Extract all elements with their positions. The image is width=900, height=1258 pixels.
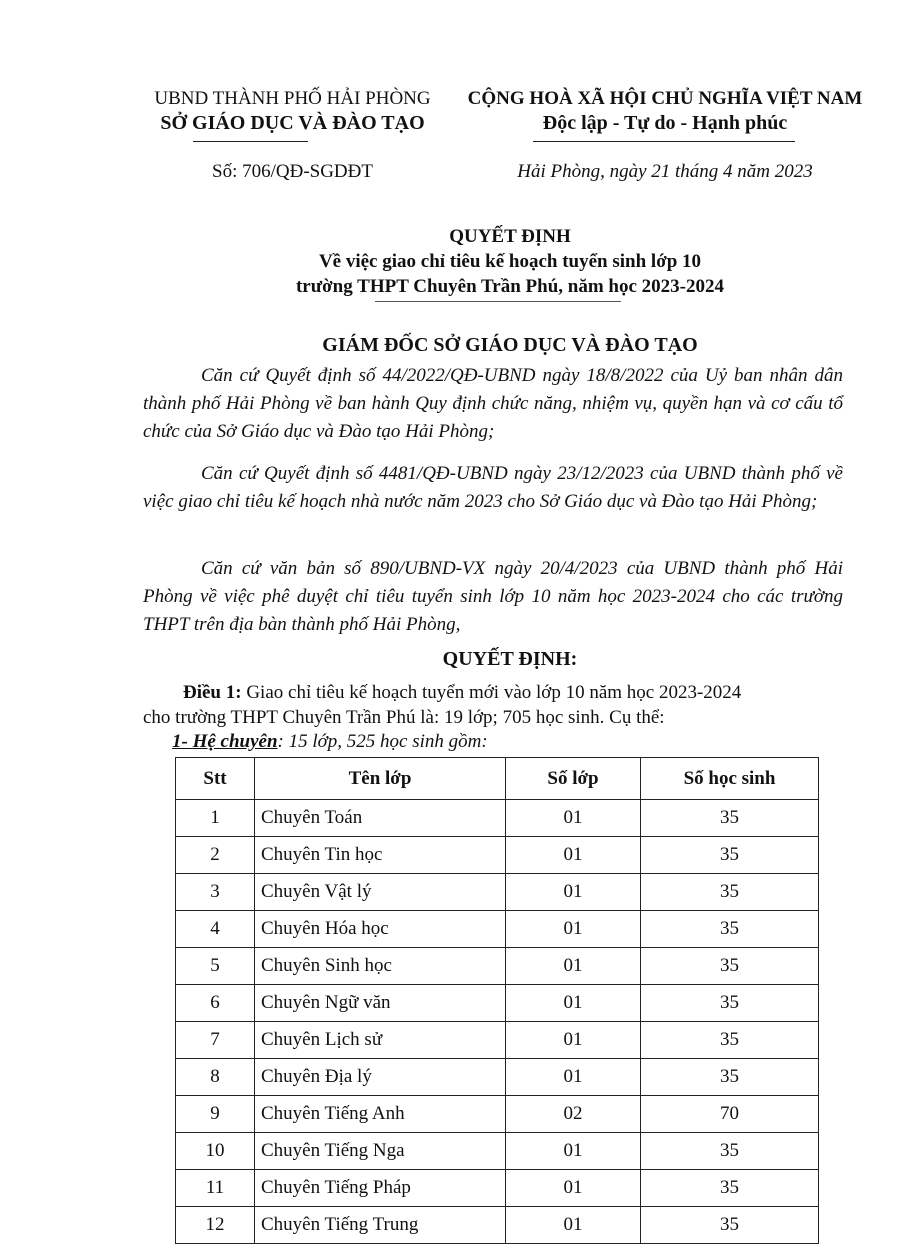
col-header: Số lớp <box>506 758 641 800</box>
class-count: 01 <box>506 985 641 1022</box>
section-label: 1- Hệ chuyên <box>172 731 278 752</box>
student-count: 35 <box>641 1170 819 1207</box>
class-count: 01 <box>506 948 641 985</box>
class-count: 01 <box>506 1133 641 1170</box>
class-count: 01 <box>506 874 641 911</box>
table-row <box>176 1170 819 1207</box>
legal-basis: Căn cứ văn bản số 890/UBND-VX ngày 20/4/2023 của UBND thành phố Hải Phòng về việc phê duyệt chỉ tiêu tuyển sinh lớp 10 năm học 2023-2024 cho các trường THPT trên địa bàn thành phố Hải Phòng, <box>143 558 843 635</box>
document-subtitle: trường THPT Chuyên Trần Phú, năm học 2023-2024 <box>295 276 725 297</box>
table-row <box>176 1059 819 1096</box>
row-number: 11 <box>176 1170 255 1207</box>
document-number: Số: 706/QĐ-SGDĐT <box>212 161 373 182</box>
divider <box>533 141 795 142</box>
class-name: Chuyên Tiếng Anh <box>255 1096 506 1133</box>
student-count: 35 <box>641 800 819 837</box>
table-row <box>176 1133 819 1170</box>
table-row <box>176 800 819 837</box>
country-name: CỘNG HOÀ XÃ HỘI CHỦ NGHĨA VIỆT NAM <box>467 88 863 109</box>
table-row <box>176 837 819 874</box>
row-number: 4 <box>176 911 255 948</box>
table-row <box>176 911 819 948</box>
authority-heading: GIÁM ĐỐC SỞ GIÁO DỤC VÀ ĐÀO TẠO <box>322 334 698 356</box>
class-name: Chuyên Lịch sử <box>255 1022 506 1059</box>
motto: Độc lập - Tự do - Hạnh phúc <box>542 112 788 134</box>
section-heading <box>172 731 488 753</box>
article-1-cont: cho trường THPT Chuyên Trần Phú là: 19 lớp; 705 học sinh. Cụ thể: <box>143 707 665 728</box>
document-subtitle: Về việc giao chỉ tiêu kế hoạch tuyển sinh lớp 10 <box>318 251 702 272</box>
table-row <box>176 1096 819 1133</box>
article-label: Điều 1: <box>183 682 242 703</box>
student-count: 35 <box>641 837 819 874</box>
row-number: 5 <box>176 948 255 985</box>
decision-heading: QUYẾT ĐỊNH: <box>442 648 578 670</box>
row-number: 2 <box>176 837 255 874</box>
document-title: QUYẾT ĐỊNH <box>449 226 571 247</box>
class-count: 01 <box>506 1207 641 1244</box>
class-name: Chuyên Địa lý <box>255 1059 506 1096</box>
divider <box>193 141 308 142</box>
table-row <box>176 948 819 985</box>
row-number: 7 <box>176 1022 255 1059</box>
table-row <box>176 874 819 911</box>
row-number: 3 <box>176 874 255 911</box>
section-text: : 15 lớp, 525 học sinh gồm: <box>277 731 488 752</box>
class-name: Chuyên Sinh học <box>255 948 506 985</box>
article-1 <box>183 682 741 704</box>
place-date: Hải Phòng, ngày 21 tháng 4 năm 2023 <box>517 161 813 182</box>
class-count: 01 <box>506 1059 641 1096</box>
class-count: 01 <box>506 1022 641 1059</box>
row-number: 6 <box>176 985 255 1022</box>
class-count: 02 <box>506 1096 641 1133</box>
class-name: Chuyên Tin học <box>255 837 506 874</box>
class-name: Chuyên Tiếng Pháp <box>255 1170 506 1207</box>
student-count: 35 <box>641 1022 819 1059</box>
quota-table <box>175 757 819 1244</box>
class-name: Chuyên Tiếng Trung <box>255 1207 506 1244</box>
class-count: 01 <box>506 800 641 837</box>
col-header: Stt <box>176 758 255 800</box>
student-count: 70 <box>641 1096 819 1133</box>
col-header: Tên lớp <box>255 758 506 800</box>
student-count: 35 <box>641 948 819 985</box>
table-row <box>176 985 819 1022</box>
legal-basis: Căn cứ Quyết định số 44/2022/QĐ-UBND ngày 18/8/2022 của Uỷ ban nhân dân thành phố Hải Phòng về ban hành Quy định chức năng, nhiệm vụ, quyền hạn và cơ cấu tổ chức của Sở Giáo dục và Đào tạo Hải Phòng; <box>143 365 843 442</box>
legal-basis: Căn cứ Quyết định số 4481/QĐ-UBND ngày 23/12/2023 của UBND thành phố về việc giao chỉ tiêu kế hoạch nhà nước năm 2023 cho Sở Giáo dục và Đào tạo Hải Phòng; <box>143 463 843 512</box>
class-count: 01 <box>506 911 641 948</box>
agency-name: UBND THÀNH PHỐ HẢI PHÒNG <box>154 88 431 109</box>
student-count: 35 <box>641 1059 819 1096</box>
class-name: Chuyên Tiếng Nga <box>255 1133 506 1170</box>
row-number: 12 <box>176 1207 255 1244</box>
divider <box>375 301 621 302</box>
department-name: SỞ GIÁO DỤC VÀ ĐÀO TẠO <box>160 112 425 134</box>
article-text: Giao chỉ tiêu kế hoạch tuyển mới vào lớp 10 năm học 2023-2024 <box>241 682 742 703</box>
student-count: 35 <box>641 1133 819 1170</box>
student-count: 35 <box>641 985 819 1022</box>
class-name: Chuyên Vật lý <box>255 874 506 911</box>
row-number: 1 <box>176 800 255 837</box>
row-number: 8 <box>176 1059 255 1096</box>
row-number: 9 <box>176 1096 255 1133</box>
row-number: 10 <box>176 1133 255 1170</box>
table-row <box>176 1022 819 1059</box>
student-count: 35 <box>641 874 819 911</box>
class-name: Chuyên Hóa học <box>255 911 506 948</box>
student-count: 35 <box>641 1207 819 1244</box>
class-count: 01 <box>506 837 641 874</box>
class-name: Chuyên Ngữ văn <box>255 985 506 1022</box>
class-name: Chuyên Toán <box>255 800 506 837</box>
student-count: 35 <box>641 911 819 948</box>
col-header: Số học sinh <box>641 758 819 800</box>
class-count: 01 <box>506 1170 641 1207</box>
table-row <box>176 1207 819 1244</box>
